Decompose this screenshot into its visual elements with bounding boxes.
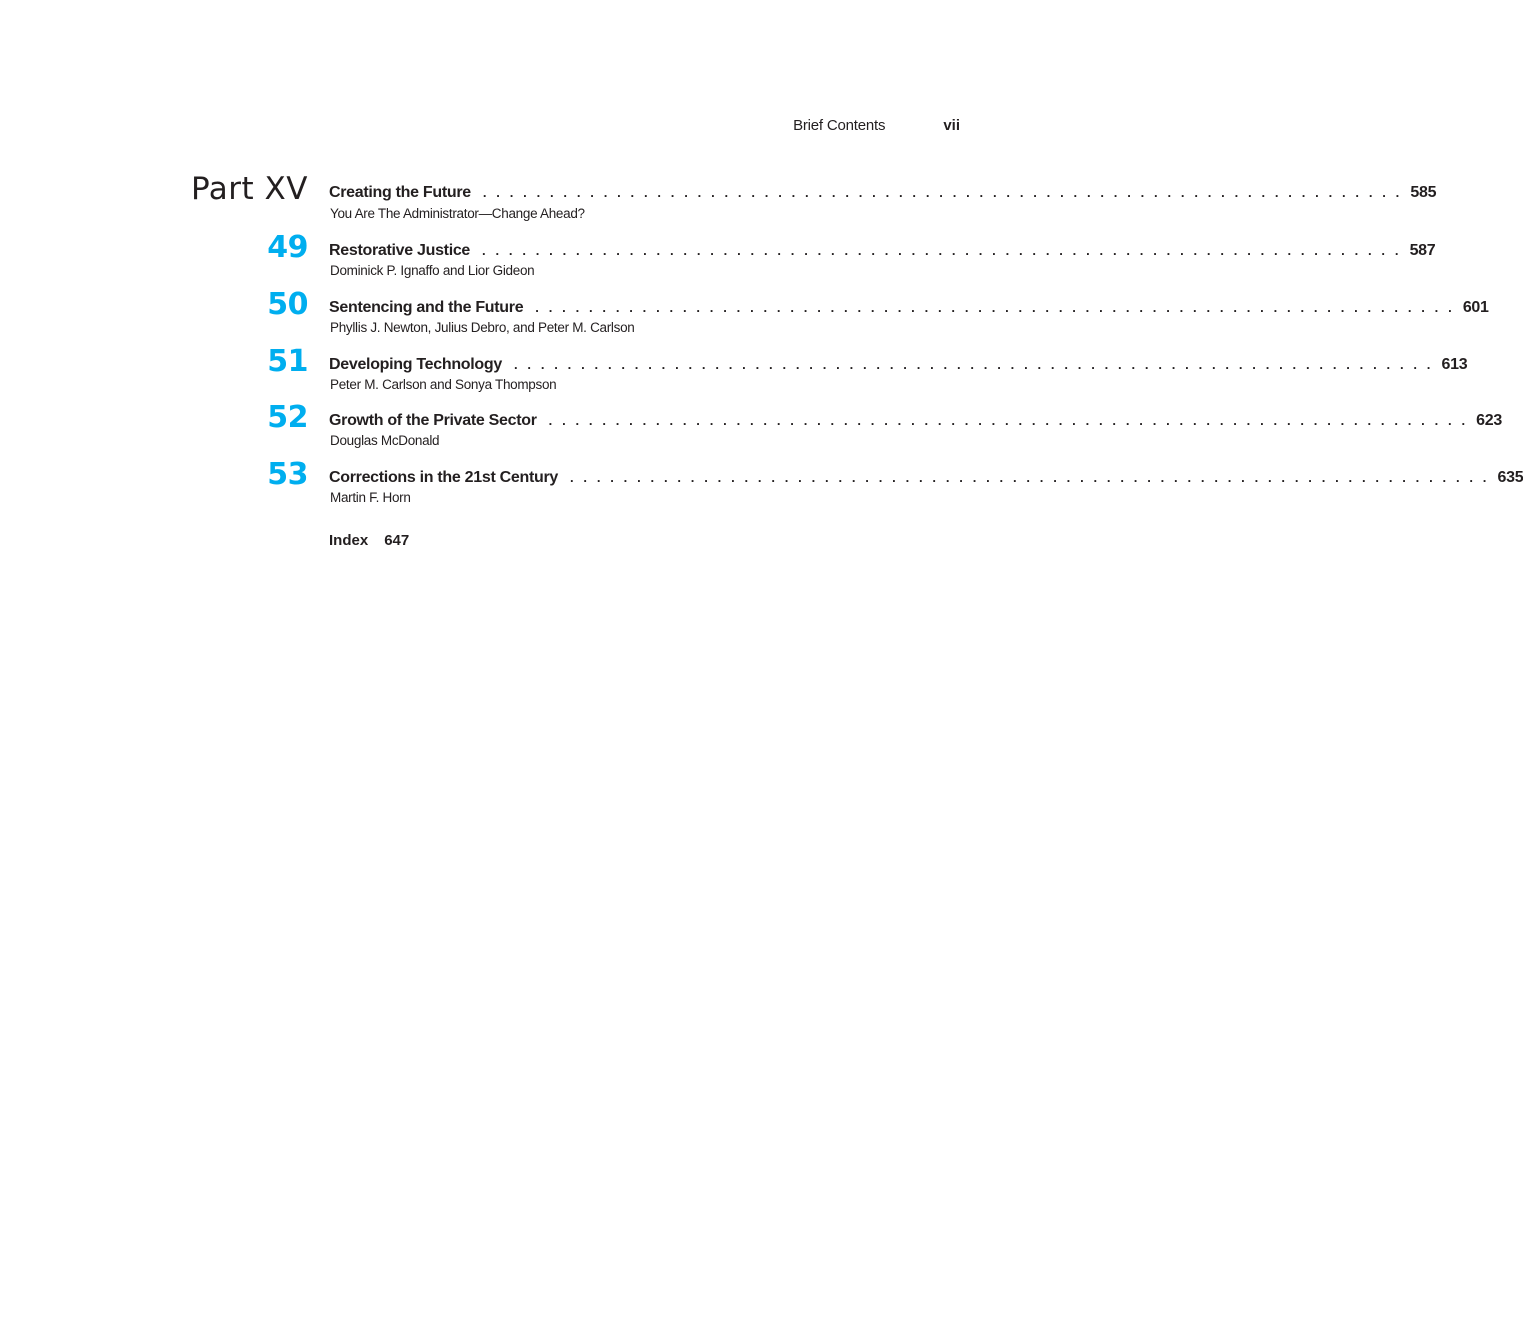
toc-entry-title: Restorative Justice — [329, 242, 471, 259]
index-page: 647 — [384, 532, 410, 549]
chapter-number: 53 — [267, 457, 308, 492]
chapter-number: 50 — [267, 287, 308, 322]
toc-entry-page: 613 — [1441, 356, 1468, 373]
toc-entry-subtitle: You Are The Administrator—Change Ahead? — [330, 206, 585, 221]
running-header — [793, 117, 960, 135]
toc-entry-title-line — [329, 298, 1489, 318]
toc-entry-title: Developing Technology — [329, 356, 502, 373]
toc-entry-title-line — [329, 241, 1436, 261]
toc-entry-page: 585 — [1410, 184, 1437, 201]
part-label: Part XV — [191, 171, 308, 207]
chapter-number: 51 — [267, 344, 308, 379]
chapter-number: 52 — [267, 400, 308, 435]
toc-entry-title: Corrections in the 21st Century — [329, 469, 558, 486]
toc-entry-title-line — [329, 468, 1523, 488]
toc-entry-author: Douglas McDonald — [330, 433, 440, 448]
dot-leader: . . . . . . . . . . . . . . . . . . . . . . . . . . . . . . . . . . . . . . . . . . . . . . . . . . . . . . . . . . . . . . . . . . . . . — [548, 413, 1469, 428]
toc-entry-title-line — [329, 411, 1502, 431]
dot-leader: . . . . . . . . . . . . . . . . . . . . . . . . . . . . . . . . . . . . . . . . . . . . . . . . . . . . . . . . . . . . . . . . . . . . . — [482, 185, 1403, 200]
running-header-page-number: vii — [943, 117, 960, 134]
dot-leader: . . . . . . . . . . . . . . . . . . . . . . . . . . . . . . . . . . . . . . . . . . . . . . . . . . . . . . . . . . . . . . . . . . . . . — [569, 470, 1490, 485]
toc-entry-author: Martin F. Horn — [330, 490, 411, 505]
toc-entry-author: Dominick P. Ignaffo and Lior Gideon — [330, 263, 535, 278]
toc-entry-author: Phyllis J. Newton, Julius Debro, and Peter M. Carlson — [330, 320, 635, 335]
index-label: Index — [329, 532, 369, 549]
dot-leader: . . . . . . . . . . . . . . . . . . . . . . . . . . . . . . . . . . . . . . . . . . . . . . . . . . . . . . . . . . . . . . . . . . . . . — [513, 357, 1434, 372]
toc-entry-title-line — [329, 183, 1437, 203]
toc-entry-author: Peter M. Carlson and Sonya Thompson — [330, 377, 557, 392]
chapter-number: 49 — [267, 230, 308, 265]
index-entry — [329, 532, 409, 550]
toc-entry-title: Creating the Future — [329, 184, 471, 201]
running-header-section-name: Brief Contents — [793, 117, 886, 134]
dot-leader: . . . . . . . . . . . . . . . . . . . . . . . . . . . . . . . . . . . . . . . . . . . . . . . . . . . . . . . . . . . . . . . . . . . . . — [535, 300, 1455, 315]
toc-entry-page: 635 — [1497, 469, 1523, 486]
toc-entry-title: Sentencing and the Future — [329, 299, 524, 316]
toc-entry-page: 587 — [1409, 242, 1436, 259]
toc-entry-page: 623 — [1476, 412, 1502, 429]
dot-leader: . . . . . . . . . . . . . . . . . . . . . . . . . . . . . . . . . . . . . . . . . . . . . . . . . . . . . . . . . . . . . . . . . . . . . — [482, 243, 1402, 258]
toc-entry-page: 601 — [1462, 299, 1489, 316]
toc-entry-title-line — [329, 355, 1468, 375]
toc-entry-title: Growth of the Private Sector — [329, 412, 537, 429]
